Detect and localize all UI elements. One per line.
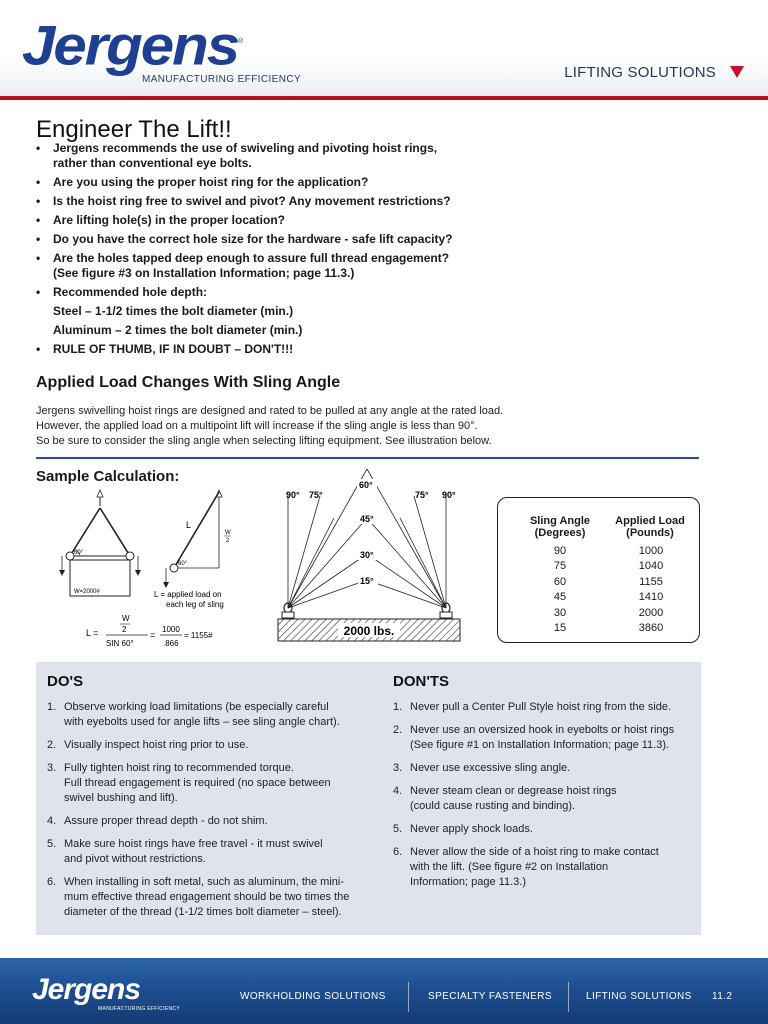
sling-angle-table xyxy=(497,497,700,643)
item-number: 5. xyxy=(47,838,57,850)
page-header xyxy=(0,0,768,98)
item-text-line: with the lift. (See figure #2 on Installation xyxy=(410,861,609,873)
table-column-angles xyxy=(540,544,580,636)
bullet-icon: • xyxy=(36,251,41,265)
table-cell-angle: 75 xyxy=(553,560,567,573)
header-divider xyxy=(0,96,768,100)
footer-divider xyxy=(408,982,409,1012)
dos-list xyxy=(47,700,387,928)
two-leg-sling-figure xyxy=(59,490,141,596)
equation-lhs: L = xyxy=(86,628,99,638)
table-cell-load: 1155 xyxy=(639,575,663,588)
checklist-text: rather than conventional eye bolts. xyxy=(53,156,252,170)
item-text-line: Never pull a Center Pull Style hoist ring from the side. xyxy=(410,701,672,713)
donts-item xyxy=(393,845,698,890)
checklist-text: Aluminum – 2 times the bolt diameter (min.) xyxy=(53,323,303,337)
table-cell-angle: 90 xyxy=(553,545,567,557)
table-header-line: (Degrees) xyxy=(534,527,586,539)
item-text-line: When installing in soft metal, such as aluminum, the mini- xyxy=(64,876,345,888)
sling-label-60: 60° xyxy=(359,480,373,490)
checklist-item xyxy=(36,251,736,266)
checklist-text: Steel – 1-1/2 times the bolt diameter (min.) xyxy=(53,304,294,318)
load-label: 2000 lbs. xyxy=(343,624,395,638)
item-text-line: Never allow the side of a hoist ring to make contact xyxy=(410,846,659,858)
dos-item xyxy=(47,738,387,753)
item-text-line: and pivot without restrictions. xyxy=(64,853,206,865)
trademark-mark: ® xyxy=(238,38,244,45)
item-number: 4. xyxy=(47,815,57,827)
dos-item xyxy=(47,761,387,806)
item-text-line: Never use excessive sling angle. xyxy=(410,762,571,774)
intro-paragraph xyxy=(36,404,736,449)
equation-numerator: W xyxy=(122,614,130,623)
donts-item xyxy=(393,761,698,776)
item-number: 3. xyxy=(393,762,403,774)
item-text-line: Information; page 11.3.) xyxy=(410,876,526,888)
sling-label-15: 15° xyxy=(360,576,374,586)
donts-heading: DON'TS xyxy=(393,673,450,690)
sling-angle-diagram xyxy=(274,466,470,644)
equation-fraction-denominator: .866 xyxy=(163,639,179,648)
checklist-item xyxy=(36,141,736,156)
intro-line: However, the applied load on a multipoint lift will increase if the sling angle is less than 90°. xyxy=(36,420,478,432)
equation-denominator: SIN 60° xyxy=(106,639,134,648)
item-text-line: Never steam clean or degrease hoist rings xyxy=(410,785,617,797)
sling-label-45: 45° xyxy=(360,514,374,524)
sling-label-75-right: 75° xyxy=(415,490,429,500)
page-footer xyxy=(0,958,768,1024)
dos-item xyxy=(47,875,387,920)
donts-list xyxy=(393,700,698,898)
sample-calculation-diagram xyxy=(56,486,268,652)
table-header-angle xyxy=(520,515,600,539)
table-cell-load: 3860 xyxy=(638,622,664,635)
logo-tagline: MANUFACTURING EFFICIENCY xyxy=(142,74,302,85)
leg-label: L xyxy=(186,520,192,530)
item-text-line: Visually inspect hoist ring prior to use. xyxy=(64,739,249,751)
checklist-item xyxy=(36,213,736,228)
equation-fraction-numerator: 1000 xyxy=(162,625,180,634)
checklist-item xyxy=(36,175,736,190)
item-text-line: Observe working load limitations (be especially careful xyxy=(64,701,329,713)
equation-result: = 1155# xyxy=(184,631,213,640)
sling-label-90-right: 90° xyxy=(442,490,456,500)
item-text-line: Assure proper thread depth - do not shim. xyxy=(64,815,268,827)
page-title: Engineer The Lift!! xyxy=(36,116,232,143)
checklist-item xyxy=(36,304,736,319)
equation-equals: = xyxy=(150,630,156,640)
dos-item xyxy=(47,837,387,867)
angle-label: 60° xyxy=(74,550,84,556)
item-text-line: (See figure #1 on Installation Information; page 11.3). xyxy=(410,739,670,751)
checklist-text: Recommended hole depth: xyxy=(53,285,208,299)
table-cell-angle: 30 xyxy=(553,606,567,619)
bullet-icon: • xyxy=(36,213,41,227)
checklist-item xyxy=(36,194,736,209)
item-text-line: (could cause rusting and binding). xyxy=(410,800,576,812)
table-cell-angle: 15 xyxy=(553,622,567,635)
dos-heading: DO'S xyxy=(47,673,84,690)
item-number: 2. xyxy=(47,739,57,751)
item-text-line: Never apply shock loads. xyxy=(410,823,533,835)
intro-line: Jergens swivelling hoist rings are designed and rated to be pulled at any angle at the rated load. xyxy=(36,405,504,417)
item-number: 5. xyxy=(393,823,403,835)
table-column-loads xyxy=(629,544,673,636)
item-number: 4. xyxy=(393,785,403,797)
jergens-logo[interactable] xyxy=(22,14,302,85)
checklist-item xyxy=(36,323,736,338)
item-text-line: with eyebolts used for angle lifts – see sling angle chart). xyxy=(64,716,340,728)
sling-label-30: 30° xyxy=(360,550,374,560)
bullet-icon: • xyxy=(36,194,41,208)
footer-link-fasteners[interactable]: SPECIALTY FASTENERS xyxy=(428,991,552,1002)
checklist-text: Are lifting hole(s) in the proper location? xyxy=(53,213,286,227)
sling-label-75-left: 75° xyxy=(309,490,323,500)
donts-item xyxy=(393,723,698,753)
table-cell-load: 1410 xyxy=(638,591,664,604)
triangle-down-icon xyxy=(730,66,744,78)
weight-label: W=2000# xyxy=(74,589,100,595)
section-label-text: LIFTING SOLUTIONS xyxy=(564,64,716,81)
checklist-text: Is the hoist ring free to swivel and pivot? Any movement restrictions? xyxy=(53,194,451,208)
checklist-item xyxy=(36,342,736,357)
item-text-line: swivel bushing and lift). xyxy=(64,792,178,804)
section-divider xyxy=(36,457,699,459)
half-w-numerator: W xyxy=(225,530,231,536)
equation-numerator-2: 2 xyxy=(122,625,127,634)
item-number: 6. xyxy=(47,876,57,888)
bullet-icon: • xyxy=(36,342,41,356)
item-number: 6. xyxy=(393,846,403,858)
bullet-icon: • xyxy=(36,175,41,189)
checklist-item xyxy=(36,156,736,171)
donts-item xyxy=(393,700,698,715)
table-cell-angle: 45 xyxy=(553,591,567,604)
force-triangle-figure xyxy=(154,490,231,609)
footer-divider xyxy=(568,982,569,1012)
table-cell-load: 1000 xyxy=(638,545,664,557)
bullet-icon: • xyxy=(36,285,41,299)
table-cell-load: 2000 xyxy=(638,606,664,619)
page-number: 11.2 xyxy=(712,991,733,1002)
section-heading-sling-angle: Applied Load Changes With Sling Angle xyxy=(36,374,341,391)
bullet-icon: • xyxy=(36,141,41,155)
footer-link-workholding[interactable]: WORKHOLDING SOLUTIONS xyxy=(240,991,386,1002)
half-w-denominator: 2 xyxy=(226,538,230,544)
footer-logo[interactable]: Jergens xyxy=(32,973,141,1006)
table-cell-angle: 60 xyxy=(553,575,567,588)
checklist-text: Do you have the correct hole size for the hardware - safe lift capacity? xyxy=(53,232,453,246)
table-header-load xyxy=(608,515,692,539)
checklist-text: Jergens recommends the use of swiveling and pivoting hoist rings, xyxy=(53,141,438,155)
footer-tagline: MANUFACTURING EFFICIENCY xyxy=(98,1006,180,1012)
donts-item xyxy=(393,784,698,814)
item-number: 1. xyxy=(47,701,57,713)
checklist-text: Are you using the proper hoist ring for the application? xyxy=(53,175,369,189)
item-text-line: Full thread engagement is required (no space between xyxy=(64,777,331,789)
small-angle-label: 60° xyxy=(178,561,188,567)
sling-label-90-left: 90° xyxy=(286,490,300,500)
dos-item xyxy=(47,700,387,730)
item-text-line: Make sure hoist rings have free travel - it must swivel xyxy=(64,838,323,850)
bullet-icon: • xyxy=(36,232,41,246)
table-cell-load: 1040 xyxy=(638,560,664,573)
intro-line: So be sure to consider the sling angle when selecting lifting equipment. See illustration below. xyxy=(36,435,492,447)
checklist-item xyxy=(36,285,736,300)
section-label xyxy=(564,64,744,81)
item-number: 2. xyxy=(393,724,403,736)
footer-link-lifting[interactable]: LIFTING SOLUTIONS xyxy=(586,991,692,1002)
sample-calculation-heading: Sample Calculation: xyxy=(36,468,180,485)
dos-donts-panel xyxy=(36,662,701,935)
item-text-line: mum effective thread engagement should be two times the xyxy=(64,891,350,903)
table-header-line: Sling Angle xyxy=(529,515,591,527)
checklist-text: RULE OF THUMB, IF IN DOUBT – DON'T!!! xyxy=(53,342,294,356)
checklist-text: (See figure #3 on Installation Information; page 11.3.) xyxy=(53,266,355,280)
table-header-line: (Pounds) xyxy=(626,527,674,539)
item-number: 3. xyxy=(47,762,57,774)
item-text-line: Never use an oversized hook in eyebolts or hoist rings xyxy=(410,724,675,736)
checklist-item xyxy=(36,232,736,247)
donts-item xyxy=(393,822,698,837)
logo-wordmark: Jergens xyxy=(22,14,239,77)
item-number: 1. xyxy=(393,701,403,713)
item-text-line: Fully tighten hoist ring to recommended torque. xyxy=(64,762,294,774)
item-text-line: diameter of the thread (1-1/2 times bolt diameter – steel). xyxy=(64,906,342,918)
checklist-item xyxy=(36,266,736,281)
leg-note-line: L = applied load on xyxy=(154,590,222,599)
dos-item xyxy=(47,814,387,829)
table-header-line: Applied Load xyxy=(615,515,685,527)
calculation-equation xyxy=(86,614,213,648)
checklist-text: Are the holes tapped deep enough to assure full thread engagement? xyxy=(53,251,450,265)
checklist xyxy=(36,141,736,361)
leg-note-line: each leg of sling xyxy=(166,600,224,609)
